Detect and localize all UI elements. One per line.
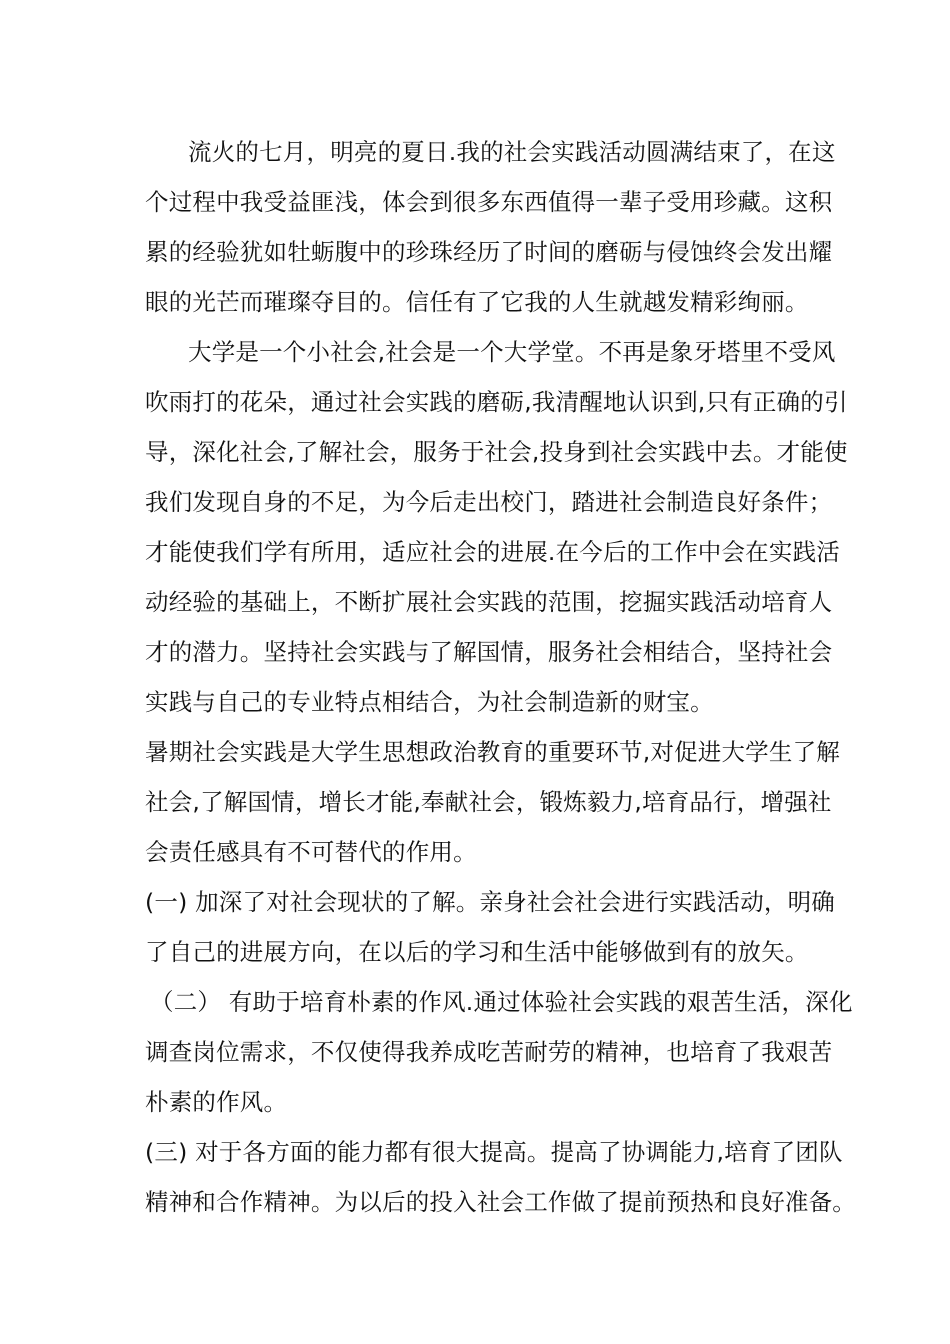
- paragraph-2-line-5: 才能使我们学有所用，适应社会的进展.在今后的工作中会在实践活: [145, 538, 840, 566]
- list-item-2-line-3: 朴素的作风。: [145, 1088, 288, 1116]
- paragraph-2-line-7: 才的潜力。坚持社会实践与了解国情，服务社会相结合，坚持社会: [145, 638, 833, 666]
- paragraph-2-line-2: 吹雨打的花朵，通过社会实践的磨砺,我清醒地认识到,只有正确的引: [145, 388, 848, 416]
- paragraph-2-line-8: 实践与自己的专业特点相结合，为社会制造新的财宝。: [145, 688, 714, 716]
- paragraph-1-line-1: 流火的七月，明亮的夏日.我的社会实践活动圆满结束了，在这: [188, 138, 836, 166]
- list-item-3-line-1: (三) 对于各方面的能力都有很大提高。提高了协调能力,培育了团队: [145, 1138, 843, 1166]
- paragraph-2-line-1: 大学是一个小社会,社会是一个大学堂。不再是象牙塔里不受风: [188, 338, 836, 366]
- paragraph-2-line-3: 导，深化社会,了解社会，服务于社会,投身到社会实践中去。才能使: [145, 438, 848, 466]
- list-item-2-line-2: 调查岗位需求，不仅使得我养成吃苦耐劳的精神，也培育了我艰苦: [145, 1038, 833, 1066]
- paragraph-3-line-1: 暑期社会实践是大学生思想政治教育的重要环节,对促进大学生了解: [145, 738, 840, 766]
- paragraph-1-line-4: 眼的光芒而璀璨夺目的。信任有了它我的人生就越发精彩绚丽。: [145, 288, 809, 316]
- list-item-1-line-1: (一) 加深了对社会现状的了解。亲身社会社会进行实践活动，明确: [145, 888, 836, 916]
- paragraph-1-line-2: 个过程中我受益匪浅，体会到很多东西值得一辈子受用珍藏。这积: [145, 188, 833, 216]
- paragraph-2-line-4: 我们发现自身的不足，为今后走出校门，踏进社会制造良好条件；: [145, 488, 833, 516]
- list-item-2-line-1: （二） 有助于培育朴素的作风.通过体验社会实践的艰苦生活，深化: [150, 988, 853, 1016]
- paragraph-3-line-2: 社会,了解国情，增长才能,奉献社会，锻炼毅力,培育品行，增强社: [145, 788, 832, 816]
- paragraph-2-line-6: 动经验的基础上，不断扩展社会实践的范围，挖掘实践活动培育人: [145, 588, 833, 616]
- paragraph-3-line-3: 会责任感具有不可替代的作用。: [145, 838, 477, 866]
- list-item-3-line-2: 精神和合作精神。为以后的投入社会工作做了提前预热和良好准备。: [145, 1188, 856, 1216]
- paragraph-1-line-3: 累的经验犹如牡蛎腹中的珍珠经历了时间的磨砺与侵蚀终会发出耀: [145, 238, 833, 266]
- list-item-1-line-2: 了自己的进展方向，在以后的学习和生活中能够做到有的放矢。: [145, 938, 809, 966]
